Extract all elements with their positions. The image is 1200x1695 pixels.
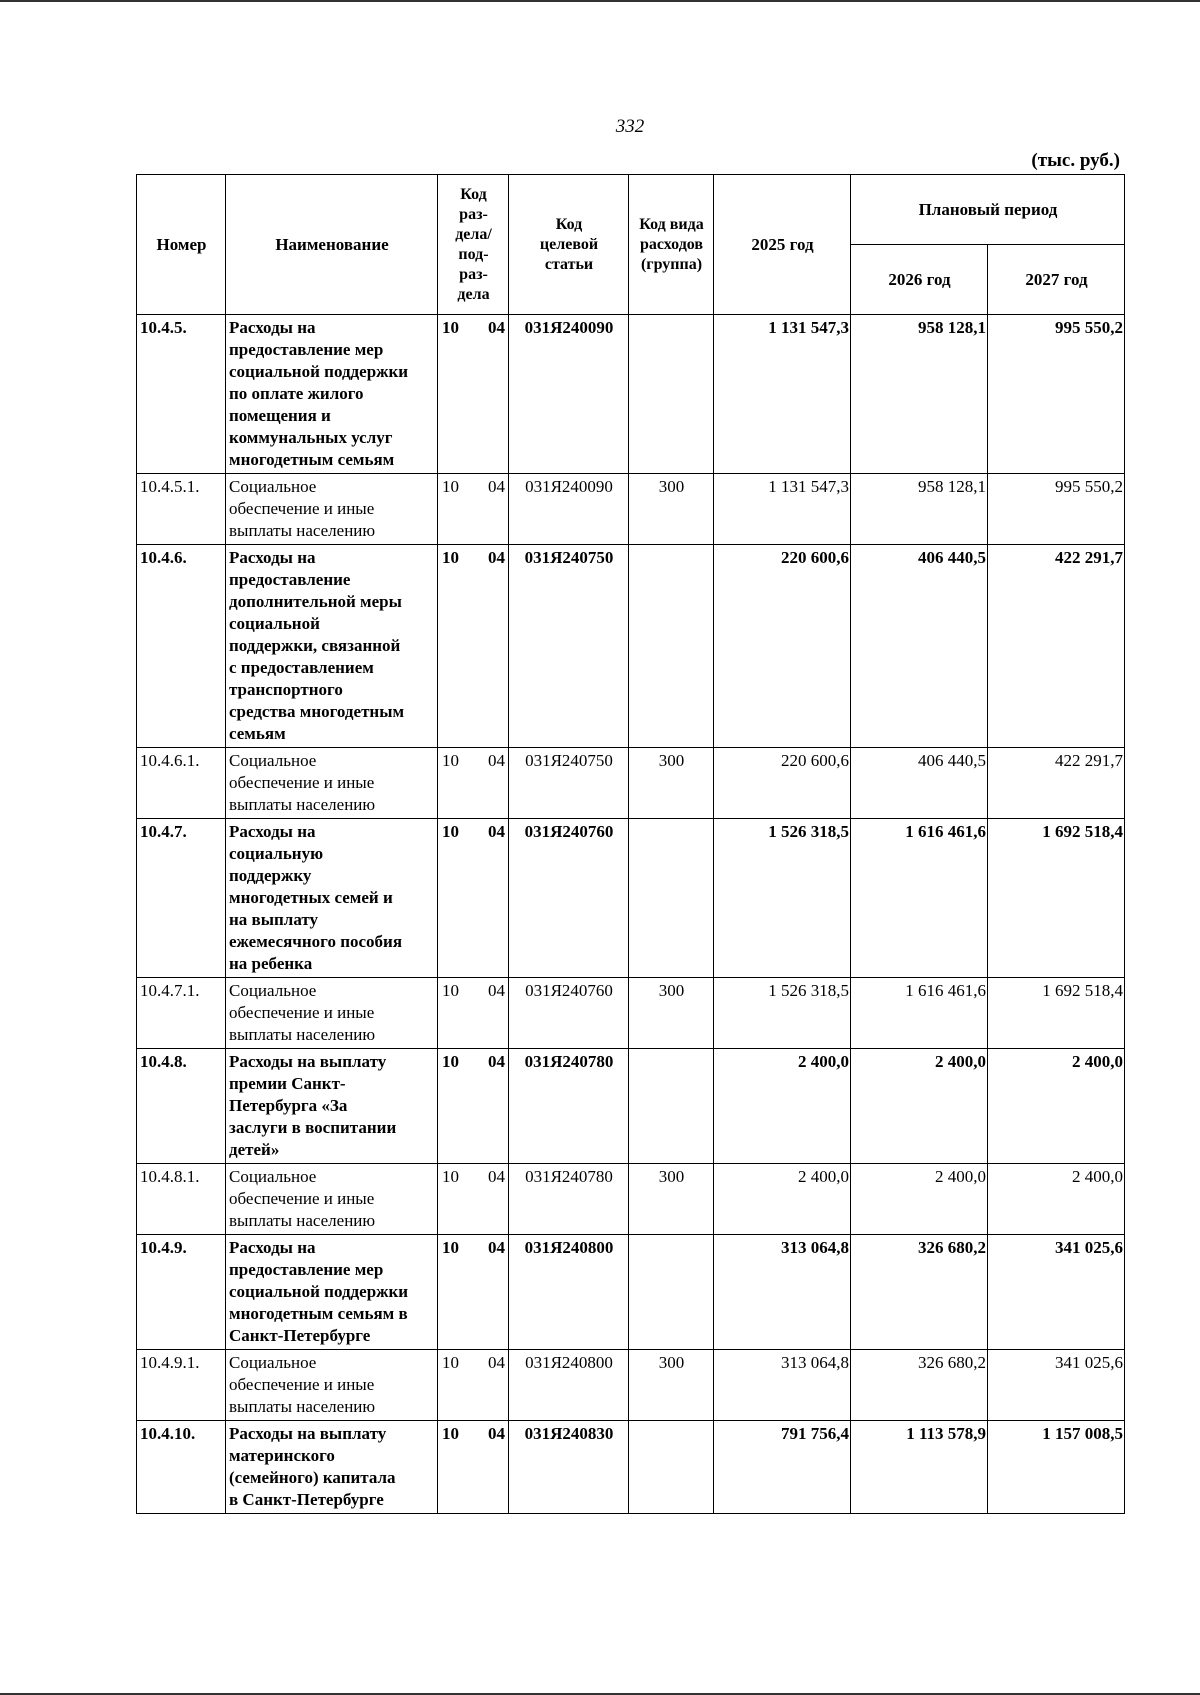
row-name-line: материнского xyxy=(229,1446,335,1465)
row-expense-type: 300 xyxy=(629,978,714,1049)
row-expense-type xyxy=(629,819,714,978)
row-name-line: Расходы на xyxy=(229,1238,316,1257)
row-name-line: по оплате жилого xyxy=(229,384,364,403)
row-subsection: 04 xyxy=(488,822,505,841)
row-subsection: 04 xyxy=(488,1052,505,1071)
row-amount-2027: 2 400,0 xyxy=(988,1049,1125,1164)
header-expense-type: Код вида расходов (группа) xyxy=(629,175,714,315)
row-amount-2026: 1 616 461,6 xyxy=(851,978,988,1049)
row-name-line: средства многодетным xyxy=(229,702,405,721)
row-subsection: 04 xyxy=(488,548,505,567)
row-name-line: транспортного xyxy=(229,680,343,699)
row-section-code xyxy=(438,1049,509,1164)
row-expense-type xyxy=(629,545,714,748)
row-amount-2026: 1 616 461,6 xyxy=(851,819,988,978)
row-name xyxy=(226,1164,438,1235)
row-name-line: с предоставлением xyxy=(229,658,374,677)
header-number: Номер xyxy=(137,175,226,315)
row-amount-2027: 1 692 518,4 xyxy=(988,978,1125,1049)
row-number: 10.4.7.1. xyxy=(137,978,226,1049)
row-amount-2025: 791 756,4 xyxy=(714,1421,851,1514)
row-section: 10 xyxy=(442,477,459,496)
row-expense-type: 300 xyxy=(629,474,714,545)
row-name-line: социальной поддержки xyxy=(229,1282,409,1301)
row-subsection: 04 xyxy=(488,318,505,337)
table-row xyxy=(137,315,1125,474)
row-target-code: 031Я240780 xyxy=(509,1164,629,1235)
row-name-line: обеспечение и иные xyxy=(229,1003,375,1022)
row-number: 10.4.8. xyxy=(137,1049,226,1164)
row-target-code: 031Я240750 xyxy=(509,545,629,748)
row-name-line: Петербурга «За xyxy=(229,1096,348,1115)
table-row xyxy=(137,1235,1125,1350)
row-amount-2027: 341 025,6 xyxy=(988,1350,1125,1421)
row-name-line: Расходы на xyxy=(229,822,316,841)
row-name-line: на ребенка xyxy=(229,954,313,973)
row-section-code xyxy=(438,748,509,819)
row-name-line: премии Санкт- xyxy=(229,1074,346,1093)
row-subsection: 04 xyxy=(488,1353,505,1372)
row-name-line: Социальное xyxy=(229,1353,317,1372)
row-section-code xyxy=(438,1421,509,1514)
row-amount-2027: 422 291,7 xyxy=(988,545,1125,748)
row-amount-2025: 2 400,0 xyxy=(714,1164,851,1235)
row-section-code xyxy=(438,315,509,474)
row-number: 10.4.9. xyxy=(137,1235,226,1350)
row-amount-2025: 1 131 547,3 xyxy=(714,474,851,545)
row-name-line: выплаты населению xyxy=(229,1211,376,1230)
row-name-line: на выплату xyxy=(229,910,319,929)
row-name-line: поддержки, связанной xyxy=(229,636,401,655)
row-target-code: 031Я240800 xyxy=(509,1235,629,1350)
row-name-line: Расходы на xyxy=(229,548,316,567)
row-amount-2026: 406 440,5 xyxy=(851,748,988,819)
header-2027: 2027 год xyxy=(988,245,1125,315)
row-name xyxy=(226,545,438,748)
row-name-line: многодетным семьям в xyxy=(229,1304,408,1323)
row-expense-type xyxy=(629,1421,714,1514)
row-amount-2026: 958 128,1 xyxy=(851,315,988,474)
row-target-code: 031Я240760 xyxy=(509,978,629,1049)
row-expense-type: 300 xyxy=(629,748,714,819)
row-target-code: 031Я240760 xyxy=(509,819,629,978)
row-section: 10 xyxy=(442,548,459,567)
row-name-line: Социальное xyxy=(229,1167,317,1186)
table-row xyxy=(137,545,1125,748)
header-name: Наименование xyxy=(226,175,438,315)
row-section-code xyxy=(438,545,509,748)
row-name-line: многодетных семей и xyxy=(229,888,393,907)
row-amount-2025: 220 600,6 xyxy=(714,545,851,748)
row-name-line: социальной xyxy=(229,614,320,633)
row-name-line: семьям xyxy=(229,724,286,743)
row-name-line: дополнительной меры xyxy=(229,592,402,611)
row-section: 10 xyxy=(442,1353,459,1372)
row-name xyxy=(226,1350,438,1421)
row-name-line: предоставление мер xyxy=(229,1260,384,1279)
row-name-line: выплаты населению xyxy=(229,1397,376,1416)
row-number: 10.4.6. xyxy=(137,545,226,748)
row-section: 10 xyxy=(442,981,459,1000)
row-name xyxy=(226,748,438,819)
row-number: 10.4.10. xyxy=(137,1421,226,1514)
table-row xyxy=(137,1049,1125,1164)
row-name-line: предоставление мер xyxy=(229,340,384,359)
row-subsection: 04 xyxy=(488,981,505,1000)
row-expense-type: 300 xyxy=(629,1350,714,1421)
row-number: 10.4.6.1. xyxy=(137,748,226,819)
row-amount-2026: 2 400,0 xyxy=(851,1164,988,1235)
scan-edge-top xyxy=(0,0,1200,2)
header-target-code: Код целевой статьи xyxy=(509,175,629,315)
row-name-line: выплаты населению xyxy=(229,521,376,540)
row-expense-type: 300 xyxy=(629,1164,714,1235)
row-amount-2025: 1 526 318,5 xyxy=(714,978,851,1049)
row-name-line: предоставление xyxy=(229,570,351,589)
header-planned-period: Плановый период xyxy=(851,175,1125,245)
row-name-line: многодетным семьям xyxy=(229,450,395,469)
row-name-line: выплаты населению xyxy=(229,795,376,814)
row-section-code xyxy=(438,474,509,545)
row-name-line: Социальное xyxy=(229,751,317,770)
row-section-code xyxy=(438,978,509,1049)
row-expense-type xyxy=(629,1235,714,1350)
row-amount-2026: 958 128,1 xyxy=(851,474,988,545)
row-target-code: 031Я240750 xyxy=(509,748,629,819)
row-name-line: обеспечение и иные xyxy=(229,773,375,792)
row-amount-2027: 2 400,0 xyxy=(988,1164,1125,1235)
row-amount-2025: 220 600,6 xyxy=(714,748,851,819)
row-target-code: 031Я240800 xyxy=(509,1350,629,1421)
row-name-line: Социальное xyxy=(229,981,317,1000)
row-target-code: 031Я240830 xyxy=(509,1421,629,1514)
row-section-code xyxy=(438,1164,509,1235)
row-name xyxy=(226,1421,438,1514)
row-section: 10 xyxy=(442,318,459,337)
table-body xyxy=(137,315,1125,1514)
row-subsection: 04 xyxy=(488,1238,505,1257)
row-amount-2026: 326 680,2 xyxy=(851,1235,988,1350)
row-amount-2025: 2 400,0 xyxy=(714,1049,851,1164)
row-number: 10.4.8.1. xyxy=(137,1164,226,1235)
row-number: 10.4.9.1. xyxy=(137,1350,226,1421)
row-section-code xyxy=(438,1350,509,1421)
table-row xyxy=(137,1164,1125,1235)
row-amount-2027: 341 025,6 xyxy=(988,1235,1125,1350)
row-name-line: Санкт-Петербурге xyxy=(229,1326,371,1345)
row-amount-2026: 1 113 578,9 xyxy=(851,1421,988,1514)
row-name-line: Расходы на xyxy=(229,318,316,337)
row-name-line: помещения и xyxy=(229,406,331,425)
table-row xyxy=(137,819,1125,978)
row-name-line: Социальное xyxy=(229,477,317,496)
row-name xyxy=(226,474,438,545)
row-name-line: обеспечение и иные xyxy=(229,1189,375,1208)
row-section-code xyxy=(438,1235,509,1350)
row-section: 10 xyxy=(442,822,459,841)
row-amount-2025: 313 064,8 xyxy=(714,1350,851,1421)
row-name-line: заслуги в воспитании xyxy=(229,1118,397,1137)
row-section-code xyxy=(438,819,509,978)
row-name xyxy=(226,1049,438,1164)
row-name-line: (семейного) капитала xyxy=(229,1468,396,1487)
row-expense-type xyxy=(629,1049,714,1164)
table-row xyxy=(137,1421,1125,1514)
row-section: 10 xyxy=(442,1052,459,1071)
page-number: 332 xyxy=(615,116,645,137)
header-2025: 2025 год xyxy=(714,175,851,315)
row-target-code: 031Я240090 xyxy=(509,474,629,545)
row-number: 10.4.5.1. xyxy=(137,474,226,545)
row-amount-2026: 406 440,5 xyxy=(851,545,988,748)
row-name-line: Расходы на выплату xyxy=(229,1052,387,1071)
row-name-line: выплаты населению xyxy=(229,1025,376,1044)
row-number: 10.4.7. xyxy=(137,819,226,978)
header-section: Код раз- дела/ под- раз- дела xyxy=(438,175,509,315)
row-section: 10 xyxy=(442,1167,459,1186)
row-subsection: 04 xyxy=(488,477,505,496)
row-name-line: обеспечение и иные xyxy=(229,1375,375,1394)
row-amount-2027: 1 692 518,4 xyxy=(988,819,1125,978)
row-subsection: 04 xyxy=(488,751,505,770)
row-amount-2027: 1 157 008,5 xyxy=(988,1421,1125,1514)
row-number: 10.4.5. xyxy=(137,315,226,474)
row-amount-2026: 2 400,0 xyxy=(851,1049,988,1164)
row-subsection: 04 xyxy=(488,1167,505,1186)
row-target-code: 031Я240780 xyxy=(509,1049,629,1164)
row-name-line: в Санкт-Петербурге xyxy=(229,1490,384,1509)
row-subsection: 04 xyxy=(488,1424,505,1443)
units-label: (тыс. руб.) xyxy=(1031,150,1120,171)
row-name-line: социальной поддержки xyxy=(229,362,409,381)
row-name-line: социальную xyxy=(229,844,324,863)
row-name xyxy=(226,1235,438,1350)
row-amount-2025: 313 064,8 xyxy=(714,1235,851,1350)
row-section: 10 xyxy=(442,751,459,770)
row-target-code: 031Я240090 xyxy=(509,315,629,474)
budget-table xyxy=(136,174,1125,1514)
table-row xyxy=(137,748,1125,819)
row-amount-2027: 422 291,7 xyxy=(988,748,1125,819)
table-row xyxy=(137,474,1125,545)
row-name-line: поддержку xyxy=(229,866,312,885)
table-row xyxy=(137,978,1125,1049)
row-name-line: ежемесячного пособия xyxy=(229,932,403,951)
row-expense-type xyxy=(629,315,714,474)
table-row xyxy=(137,1350,1125,1421)
row-name-line: обеспечение и иные xyxy=(229,499,375,518)
row-name xyxy=(226,819,438,978)
row-name xyxy=(226,315,438,474)
row-amount-2027: 995 550,2 xyxy=(988,474,1125,545)
row-name-line: детей» xyxy=(229,1140,280,1159)
row-amount-2026: 326 680,2 xyxy=(851,1350,988,1421)
row-name-line: Расходы на выплату xyxy=(229,1424,387,1443)
row-section: 10 xyxy=(442,1238,459,1257)
row-name-line: коммунальных услуг xyxy=(229,428,393,447)
row-amount-2027: 995 550,2 xyxy=(988,315,1125,474)
row-name xyxy=(226,978,438,1049)
row-section: 10 xyxy=(442,1424,459,1443)
row-amount-2025: 1 131 547,3 xyxy=(714,315,851,474)
header-2026: 2026 год xyxy=(851,245,988,315)
row-amount-2025: 1 526 318,5 xyxy=(714,819,851,978)
